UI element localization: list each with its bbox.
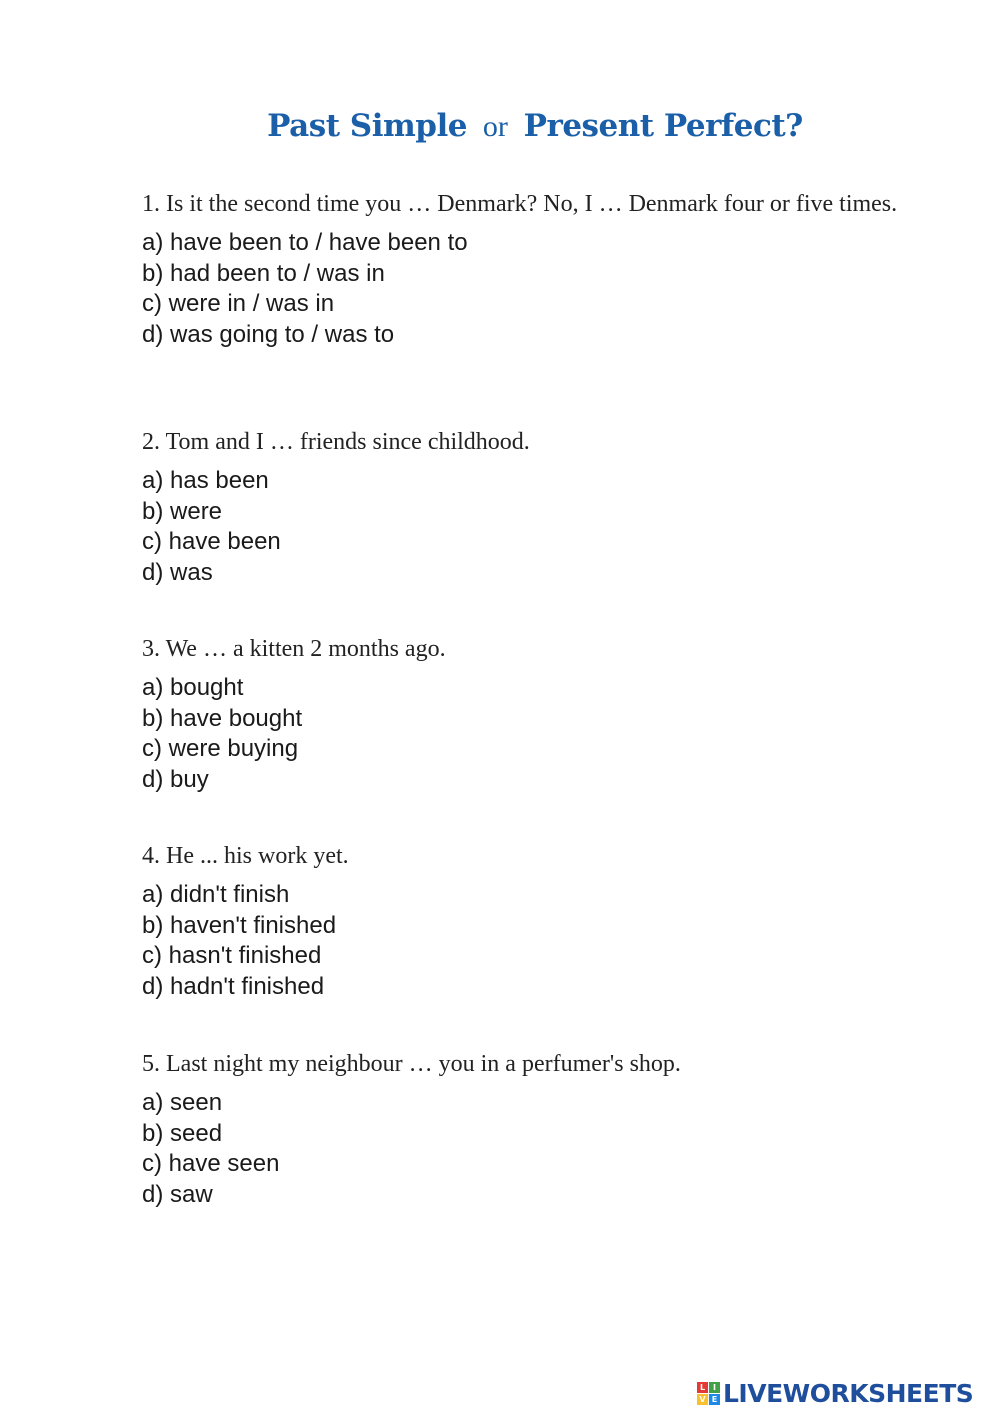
option-d: d) hadn't finished bbox=[142, 973, 325, 1001]
option-a: a) has been bbox=[142, 467, 269, 494]
option-d: d) was going to / was to bbox=[142, 321, 395, 349]
option-list bbox=[142, 673, 932, 796]
question-text: 3. We … a kitten 2 months ago. bbox=[142, 636, 446, 662]
option-d: d) saw bbox=[142, 1181, 213, 1209]
question-5 bbox=[142, 1049, 932, 1211]
logo-tile-l: L bbox=[697, 1382, 708, 1393]
option-a: a) have been to / have been to bbox=[142, 229, 468, 256]
option-list bbox=[142, 880, 932, 1003]
title-part-past-simple: Past Simple bbox=[267, 108, 467, 144]
question-4 bbox=[142, 841, 932, 1003]
option-a: a) didn't finish bbox=[142, 881, 290, 908]
option-c: c) were in / was in bbox=[142, 290, 335, 318]
question-3 bbox=[142, 634, 932, 796]
liveworksheets-wordmark: LIVEWORKSHEETS bbox=[723, 1378, 974, 1408]
option-c: c) were buying bbox=[142, 735, 299, 763]
option-b: b) had been to / was in bbox=[142, 259, 385, 287]
option-b: b) were bbox=[142, 497, 223, 525]
option-b: b) haven't finished bbox=[142, 911, 337, 939]
question-text: 4. He ... his work yet. bbox=[142, 843, 349, 869]
question-1 bbox=[142, 189, 932, 351]
question-text: 5. Last night my neighbour … you in a perfumer's shop. bbox=[142, 1051, 681, 1077]
question-text: 1. Is it the second time you … Denmark? No, I … Denmark four or five times. bbox=[142, 191, 898, 217]
worksheet-title bbox=[0, 104, 1000, 149]
option-list bbox=[142, 228, 932, 351]
option-c: c) have been bbox=[142, 528, 281, 556]
liveworksheets-logo-icon bbox=[697, 1382, 720, 1405]
option-b: b) have bought bbox=[142, 704, 303, 732]
logo-tile-v: V bbox=[697, 1394, 708, 1405]
title-part-present-perfect: Present Perfect? bbox=[523, 108, 803, 144]
liveworksheets-brand bbox=[697, 1376, 973, 1410]
question-2 bbox=[142, 427, 932, 589]
logo-tile-e: E bbox=[709, 1394, 720, 1405]
option-b: b) seed bbox=[142, 1119, 223, 1147]
option-list bbox=[142, 466, 932, 589]
option-a: a) bought bbox=[142, 674, 244, 701]
question-text: 2. Tom and I … friends since childhood. bbox=[142, 429, 530, 455]
option-d: d) was bbox=[142, 559, 213, 587]
option-d: d) buy bbox=[142, 766, 209, 794]
logo-tile-i: I bbox=[709, 1382, 720, 1393]
option-list bbox=[142, 1088, 932, 1211]
title-connector: or bbox=[482, 110, 508, 143]
option-a: a) seen bbox=[142, 1089, 223, 1116]
option-c: c) have seen bbox=[142, 1150, 280, 1178]
option-c: c) hasn't finished bbox=[142, 942, 322, 970]
